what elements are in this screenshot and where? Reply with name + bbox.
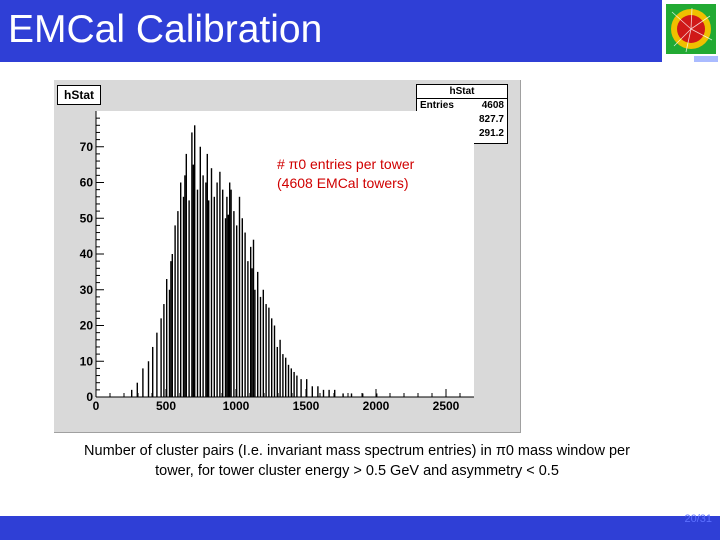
histogram-bar	[177, 211, 178, 397]
histogram-bar	[148, 361, 149, 397]
chart-annotation	[277, 155, 414, 193]
histogram-bar	[194, 125, 195, 397]
x-tick-label: 2500	[432, 399, 460, 413]
x-tick-label: 2000	[362, 399, 390, 413]
histogram-bar	[193, 165, 194, 397]
histogram-bar	[169, 290, 170, 397]
histogram-bar	[166, 279, 167, 397]
slide-title: EMCal Calibration	[8, 8, 323, 51]
y-tick-label: 0	[86, 390, 93, 404]
histogram-bar	[156, 333, 157, 397]
annotation-line-1: # π0 entries per tower	[277, 156, 415, 172]
histogram-bar	[142, 368, 143, 397]
histogram-bar	[186, 154, 187, 397]
histogram-bar	[293, 372, 294, 397]
histogram-bar	[300, 379, 301, 397]
histogram-bar	[312, 386, 313, 397]
histogram-bar	[211, 168, 212, 397]
stats-box-title: hStat	[417, 85, 507, 99]
histogram-bar	[291, 368, 292, 397]
stats-label: Entries	[420, 100, 454, 111]
histogram-bar	[328, 390, 329, 397]
histogram-bar	[251, 268, 252, 397]
histogram-bar	[263, 290, 264, 397]
histogram-bar	[197, 190, 198, 397]
histogram-bar	[184, 175, 185, 397]
histogram-bar	[239, 197, 240, 397]
histogram-bar	[233, 211, 234, 397]
histogram-bar	[247, 261, 248, 397]
histogram-bar	[323, 390, 324, 397]
histogram-bar	[163, 304, 164, 397]
y-tick-label: 60	[79, 175, 93, 190]
histogram-bar	[202, 175, 203, 397]
histogram-bar	[277, 347, 278, 397]
histogram-bar	[250, 247, 251, 397]
histogram-bar	[253, 240, 254, 397]
x-tick-label: 0	[92, 399, 100, 413]
y-tick-label: 50	[79, 211, 93, 226]
histogram-bar	[342, 393, 343, 397]
histogram-bar	[257, 272, 258, 397]
stats-value: 291.2	[478, 128, 504, 139]
histogram-bar	[152, 347, 153, 397]
histogram-bar	[188, 200, 189, 397]
histogram-bar	[274, 326, 275, 398]
histogram-bar	[214, 197, 215, 397]
y-tick-label: 30	[79, 282, 93, 297]
histogram-bar	[180, 183, 181, 398]
histogram-bar	[265, 304, 266, 397]
y-tick-label: 20	[79, 318, 93, 333]
histogram-bar	[229, 183, 230, 398]
x-tick-label: 1500	[292, 399, 320, 413]
histogram-bar	[317, 386, 318, 397]
x-tick-label: 1000	[222, 399, 250, 413]
histogram-bar	[236, 225, 237, 397]
histogram-bar	[174, 225, 175, 397]
histogram-bar	[200, 147, 201, 397]
histogram-bar	[285, 358, 286, 397]
histogram-bar	[191, 132, 192, 397]
histogram-bar	[268, 308, 269, 397]
histogram-bar	[288, 365, 289, 397]
histogram-bar	[226, 197, 227, 397]
footer-bar	[0, 516, 720, 540]
histogram-bar	[225, 218, 226, 397]
caption-line-2: tower, for tower cluster energy > 0.5 GeV and asymmetry < 0.5	[155, 463, 559, 479]
page-number: 20/31	[684, 513, 712, 525]
histogram-bar	[219, 172, 220, 397]
histogram-bar	[222, 190, 223, 397]
histogram-bar	[254, 290, 255, 397]
stats-value: 4608	[481, 100, 504, 111]
histogram-bar	[228, 215, 229, 397]
y-tick-label: 40	[79, 247, 93, 261]
histogram-bar	[183, 197, 184, 397]
histogram-bar	[271, 318, 272, 397]
y-tick-label: 70	[79, 139, 93, 154]
histogram-bar	[172, 254, 173, 397]
annotation-line-2: (4608 EMCal towers)	[277, 175, 409, 191]
figure-caption	[30, 441, 684, 481]
histogram-bar	[207, 154, 208, 397]
histogram-name-label: hStat	[57, 85, 101, 105]
histogram-bar	[160, 318, 161, 397]
histogram-bar	[260, 297, 261, 397]
caption-line-1: Number of cluster pairs (I.e. invariant mass spectrum entries) in π0 mass window per	[84, 443, 630, 459]
histogram-bar	[279, 340, 280, 397]
histogram-bar	[244, 233, 245, 397]
histogram-bar	[216, 183, 217, 398]
stats-value: 827.7	[478, 114, 504, 125]
histogram-bar	[242, 218, 243, 397]
x-tick-label: 500	[155, 399, 177, 413]
histogram-bar	[282, 354, 283, 397]
histogram-bar	[131, 390, 132, 397]
histogram-bar	[170, 261, 171, 397]
histogram-bar	[230, 190, 231, 397]
histogram-bar	[208, 200, 209, 397]
histogram-bar	[205, 183, 206, 398]
histogram-bar	[351, 393, 352, 397]
y-tick-label: 10	[79, 354, 93, 369]
histogram-bar	[296, 376, 297, 397]
